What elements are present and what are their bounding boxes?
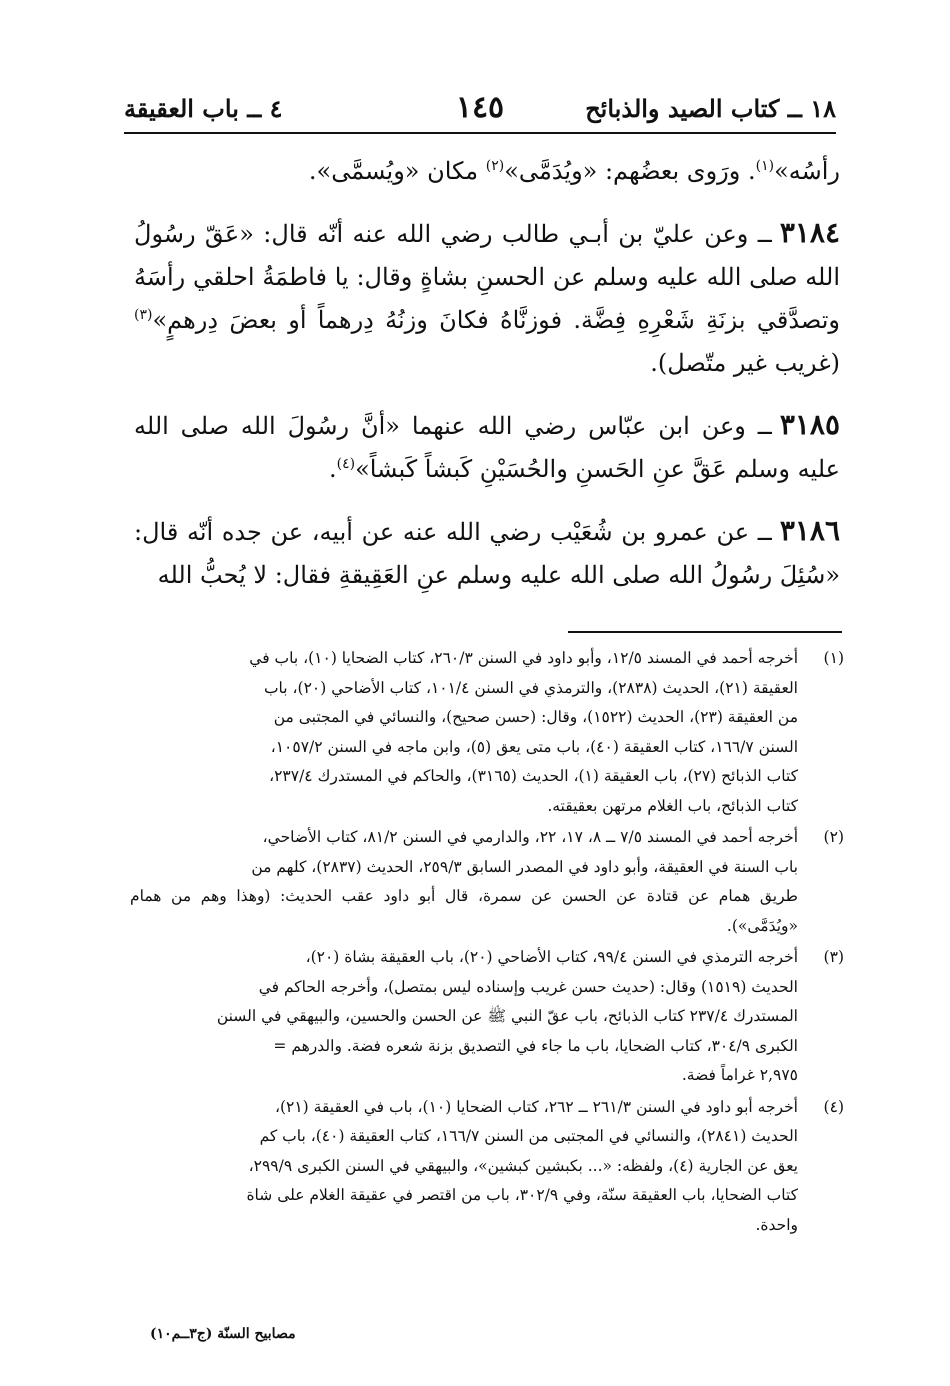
hadith-number: ٣١٨٤ [779,216,840,249]
footnote-2 [130,823,844,941]
footnote-line: كتاب الذبائح (٢٧)، باب العقيقة (١)، الحديث (٣١٦٥)، والحاكم في المستدرك ٢٣٧/٤، [269,767,798,785]
footnote-body [130,943,798,1091]
footnote-line: كتاب الذبائح، باب الغلام مرتهن بعقيقته. [547,796,798,815]
hadith-3185 [134,403,840,491]
footnote-body [130,1093,798,1241]
chapter-title: ١٨ ــ كتاب الصيد والذبائح [585,94,836,123]
footnote-line: الحديث (١٥١٩) وقال: (حديث حسن غريب وإسناده ليس بمتصل)، وأخرجه الحاكم في [258,977,798,996]
continuation-text-3: مكان «ويُسمَّى». [308,157,486,185]
footnote-4 [130,1093,844,1241]
footnote-line: أخرجه أحمد في المسند ١٢/٥، وأبو داود في السنن ٢٦٠/٣، كتاب الضحايا (١٠)، باب في [249,649,798,667]
footnote-line: العقيقة (٢١)، الحديث (٢٨٣٨)، والترمذي في السنن ١٠١/٤، كتاب الأضاحي (٢٠)، باب [263,678,798,697]
hadith-text: ــ وعن ابن عبّاس رضي الله عنهما «أنَّ رسُولَ الله صلى الله عليه وسلم عَقَّ عنِ الحَسنِ والحُسَيْنِ كَبشاً كَبشاً» [134,412,840,483]
footnote-body [130,644,798,821]
hadith-text: ــ وعن عليّ بن أبـي طالب رضي الله عنه أنّه قال: «عَقّ رسُولُ الله صلى الله عليه وسلم عن الحسنِ بشاةٍ وقال: يا فاطمَةُ احلقي رأسَهُ وتصدَّقي بزنَةِ شَعْرِهِ فِضَّة. فوزنَّاهُ فكانَ وزنُهُ دِرهماً أو بعضَ دِرهمٍ» [134,220,840,334]
footnote-line: أخرجه أبو داود في السنن ٢٦١/٣ ــ ٢٦٢، كتاب الضحايا (١٠)، باب في العقيقة (٢١)، [274,1097,798,1116]
page-number: ١٤٥ [455,90,505,125]
footnote-separator [568,631,842,633]
footnote-ref-2: (٢) [485,158,505,174]
footnote-line: واحدة. [755,1215,798,1234]
footnote-1 [130,644,844,821]
hadith-number: ٣١٨٥ [779,408,840,441]
footnote-marker: (٣) [823,948,844,966]
hadith-3184 [134,211,840,385]
continuation-text-2: . ورَوى بعضُهم: «ويُدَمَّى» [504,157,756,185]
footnote-line: السنن ١٦٦/٧، كتاب العقيقة (٤٠)، باب متى يعق (٥)، وابن ماجه في السنن ١٠٥٧/٢، [270,737,798,756]
footnote-line: يعق عن الجارية (٤)، ولفظه: «... بكبشين كبشين»، والبيهقي في السنن الكبرى ٢٩٩/٩، [248,1156,798,1175]
main-text [134,150,840,597]
hadith-end: . [328,455,337,483]
footnote-marker: (١) [823,649,844,667]
footnote-3 [130,943,844,1091]
signature-mark: مصابيح السنّة (ج٣ــم١٠) [150,1326,296,1342]
running-header [124,90,836,134]
footnote-marker: (٤) [823,1097,844,1116]
footnote-ref-3: (٣) [134,307,153,323]
footnote-line: من العقيقة (٢٣)، الحديث (١٥٢٢)، وقال: (حسن صحيح)، والنسائي في المجتبى من [273,708,798,726]
footnote-ref-1: (١) [755,158,775,174]
section-title: ٤ ــ باب العقيقة [124,94,283,123]
footnote-line: باب السنة في العقيقة، وأبو داود في المصدر السابق ٢٥٩/٣، الحديث (٢٨٣٧)، كلهم من [251,857,798,876]
hadith-text: ــ عن عمرو بن شُعَيْب رضي الله عنه عن أبيه، عن جده أنّه قال: «سُئِلَ رسُولُ الله صلى الله عليه وسلم عنِ العَقِيقةِ فقال: لا يُحبُّ الله [134,518,840,589]
footnote-line: أخرجه الترمذي في السنن ٩٩/٤، كتاب الأضاحي (٢٠)، باب العقيقة بشاة (٢٠)، [305,948,798,966]
footnote-line: أخرجه أحمد في المسند ٧/٥ ــ ٨، ١٧، ٢٢، والدارمي في السنن ٨١/٢، كتاب الأضاحي، [262,828,798,846]
hadith-number: ٣١٨٦ [779,514,840,547]
footnote-line: كتاب الضحايا، باب العقيقة سنّة، وفي ٣٠٢/٩، باب من اقتصر في عقيقة الغلام على شاة [246,1186,798,1204]
footnote-line: الكبرى ٣٠٤/٩، كتاب الضحايا، باب ما جاء في التصديق بزنة شعره فضة. والدرهم = [273,1036,798,1055]
footnote-line: طريق همام عن قتادة عن الحسن عن سمرة، قال أبو داود عقب الحديث: (وهذا وهم من همام «ويُدَمَّى»). [130,887,798,935]
footnote-body [130,823,798,941]
footnote-line: المستدرك ٢٣٧/٤ كتاب الذبائح، باب عقّ النبي ﷺ عن الحسن والحسين، والبيهقي في السنن [216,1007,798,1025]
footnote-line: ٢,٩٧٥ غراماً فضة. [681,1066,798,1084]
hadith-3186 [134,509,840,597]
footnote-ref-4: (٤) [336,456,356,472]
footnote-marker: (٢) [823,828,844,846]
footnotes [130,644,844,1242]
footnote-line: الحديث (٢٨٤١)، والنسائي في المجتبى من السنن ١٦٦/٧، كتاب العقيقة (٤٠)، باب كم [259,1127,798,1145]
continuation-paragraph [134,150,840,193]
continuation-text-1: رأسُه» [774,157,840,185]
hadith-grade: (غريب غير متّصل). [650,349,840,377]
